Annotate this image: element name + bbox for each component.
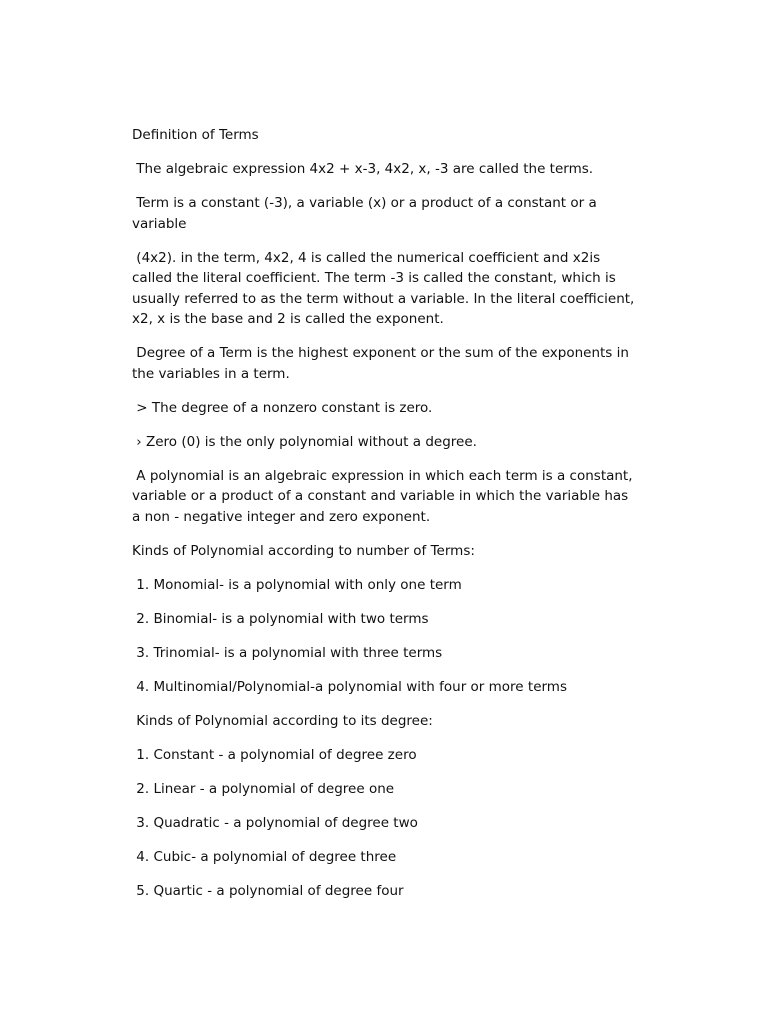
list-item-trinomial: 3. Trinomial- is a polynomial with three terms <box>132 644 443 661</box>
paragraph-coefficient-explanation: (4x2). in the term, 4x2, 4 is called the numerical coefficient and x2is called the literal coefficient. The term -3 is called the constant, which is usually referred to as the term without a variable. In the literal coefficient, x2, x is the base and 2 is called the exponent. <box>132 249 639 327</box>
list-item-linear: 2. Linear - a polynomial of degree one <box>132 780 395 797</box>
list-item-monomial: 1. Monomial- is a polynomial with only one term <box>132 576 462 593</box>
list-item-quadratic: 3. Quadratic - a polynomial of degree two <box>132 814 418 831</box>
list-item-cubic: 4. Cubic- a polynomial of degree three <box>132 848 397 865</box>
paragraph-term-definition: Term is a constant (-3), a variable (x) or a product of a constant or a variable <box>132 195 602 232</box>
list-item-multinomial: 4. Multinomial/Polynomial-a polynomial with four or more terms <box>132 678 567 695</box>
section-heading-kinds-by-terms: Kinds of Polynomial according to number of Terms: <box>132 542 475 559</box>
paragraph-polynomial-definition: A polynomial is an algebraic expression in which each term is a constant, variable or a product of a constant and variable in which the variable has a non - negative integer and zero exponent. <box>132 467 637 525</box>
section-heading-kinds-by-degree: Kinds of Polynomial according to its degree: <box>132 712 433 729</box>
list-item-binomial: 2. Binomial- is a polynomial with two terms <box>132 610 429 627</box>
paragraph-degree-of-term: Degree of a Term is the highest exponent or the sum of the exponents in the variables in a term. <box>132 345 634 382</box>
bullet-zero-polynomial: › Zero (0) is the only polynomial without a degree. <box>132 433 477 450</box>
bullet-nonzero-constant: > The degree of a nonzero constant is zero. <box>132 399 433 416</box>
list-item-quartic: 5. Quartic - a polynomial of degree four <box>132 882 404 899</box>
paragraph-terms-example: The algebraic expression 4x2 + x-3, 4x2, x, -3 are called the terms. <box>132 161 594 177</box>
section-heading-definition-of-terms: Definition of Terms <box>132 127 259 143</box>
list-item-constant: 1. Constant - a polynomial of degree zero <box>132 746 417 763</box>
document-page <box>132 125 638 915</box>
